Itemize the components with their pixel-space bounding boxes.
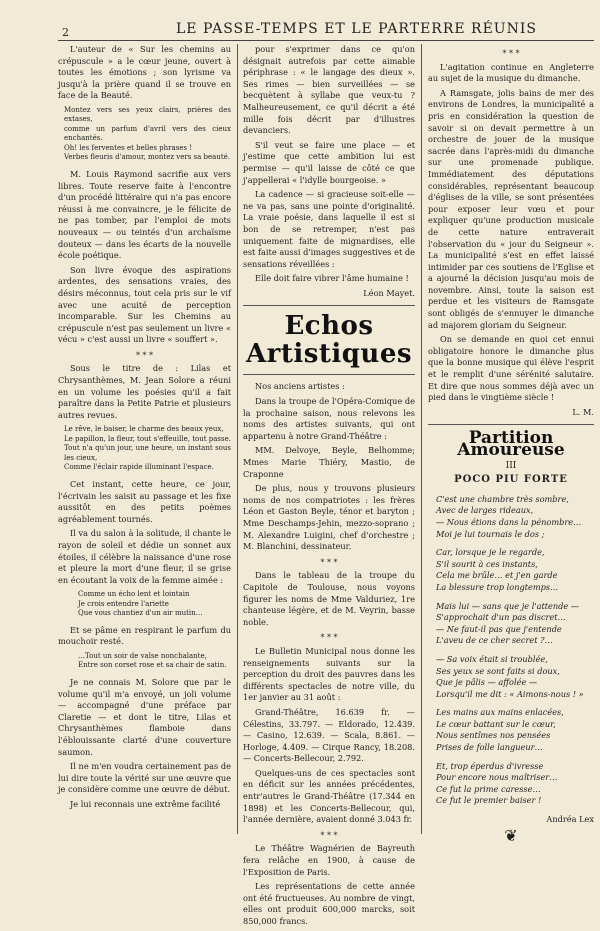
verse-line: Je crois entendre l'ariette bbox=[78, 599, 169, 608]
page-number: 2 bbox=[62, 26, 69, 39]
poem-line: La blessure trop longtemps… bbox=[436, 581, 559, 592]
paragraph: Cet instant, cette heure, ce jour, l'écrivain les saisit au passage et les fixe aussitôt en des petits poèmes agréablement tournés. bbox=[58, 478, 231, 524]
verse-line: Tout n'a qu'un jour, une heure, un instant sous les cieux, bbox=[64, 444, 231, 462]
poem-line: — Ne faut-il pas que j'entende bbox=[436, 623, 562, 634]
stanza bbox=[436, 601, 594, 647]
poem-signature: Andréa Lex bbox=[546, 814, 594, 825]
verse-line: Montez vers ses yeux clairs, prières des extases, bbox=[64, 105, 231, 124]
poem-number: III bbox=[505, 460, 517, 471]
paragraph: Les représentations de cette année ont été fructueuses. Au nombre de vingt, elles ont produit 600,000 marcks, soit 850,000 francs. bbox=[243, 881, 415, 926]
paragraph: Dans le tableau de la troupe du Capitole de Toulouse, nous voyons figurer les noms de Mme Valduriez, 1re chanteuse légère, et de M. Veyrin, basse noble. bbox=[243, 570, 415, 627]
poem-line: Lorsqu'il me dit : « Aimons-nous ! » bbox=[436, 688, 584, 699]
section-stars: * * * bbox=[320, 633, 338, 643]
page-header bbox=[0, 0, 600, 40]
paragraph: Elle doit faire vibrer l'âme humaine ! bbox=[255, 273, 409, 284]
poem-line: Ce fut le premier baiser ! bbox=[436, 795, 542, 806]
verse-line: …Tout un soir de valse nonchalante, bbox=[78, 651, 207, 660]
poem-line: Que je pâlis — affolée — bbox=[436, 677, 538, 688]
fleuron-ornament-icon: ❦ bbox=[504, 825, 518, 845]
poem-subtitle: POCO PIU FORTE bbox=[454, 474, 568, 486]
stanza bbox=[436, 547, 594, 593]
paragraph: Je ne connais M. Solore que par le volume qu'il m'a envoyé, un joli volume — accompagné d'une préface par Claretie — et dont le titre, Lilas et Chrysanthèmes flamboie dans l'éblouissante clarté d'une couverture saumon. bbox=[58, 676, 231, 757]
poem bbox=[428, 494, 594, 807]
poem-line: Le cœur battant sur le cœur, bbox=[436, 718, 556, 729]
poem-line: L'aveu de ce cher secret ?… bbox=[436, 635, 553, 646]
stanza bbox=[436, 654, 594, 700]
verse-line: Comme un écho lent et lointain bbox=[78, 590, 190, 599]
paragraph: Grand-Théâtre, 16.639 fr. — Célestins, 33.797. — Eldorado, 12.439. — Casino, 12.639. — Scala, 8.861. — Horloge, 4.409. — Cirque Rancy, 18.208. — Concerts-Bellecour, 2.792. bbox=[243, 706, 415, 764]
verse-quote bbox=[64, 590, 231, 619]
poem-line: Moi je lui tournais le dos ; bbox=[436, 528, 545, 539]
author-signature: Léon Mayet. bbox=[363, 287, 415, 298]
paragraph: MM. Delvoye, Beyle, Belhomme; Mmes Marie Thiéry, Mastio, de Craponne bbox=[243, 445, 415, 479]
verse-line: Le papillon, la fleur, tout s'effeuille, tout passe. bbox=[64, 434, 231, 443]
poem-line: — Sa voix était si troublée, bbox=[436, 653, 548, 664]
poem-line: Avec de larges rideaux, bbox=[436, 505, 534, 516]
paragraph: Il va du salon à la solitude, il chante le rayon de soleil et dédie un sonnet aux étoiles, il célèbre la naissance d'une rose et pleure la mort d'une fleur, il se grise en écoutant la voix de la femme aimée : bbox=[58, 528, 231, 585]
paragraph: Nos anciens artistes : bbox=[255, 381, 345, 392]
poem-line: Ses yeux se sont faits si doux, bbox=[436, 665, 560, 676]
poem-line: Et, trop éperdus d'ivresse bbox=[436, 760, 544, 771]
column-1 bbox=[58, 44, 231, 814]
header-rule bbox=[58, 40, 594, 41]
paragraph: pour s'exprimer dans ce qu'on désignait autrefois par cette aimable périphrase : « le langage des dieux ». Ses rimes — bien surveillées — se becquètent à syllabe que veux-tu ? Malheureusement, ce qu'il décrit a été mille fois décrit par d'illustres devanciers. bbox=[243, 44, 415, 136]
verse-line: Le rêve, le baiser, le charme des beaux yeux, bbox=[64, 425, 224, 434]
verse-line: comme un parfum d'avril vers des cieux enchantés. bbox=[64, 124, 231, 143]
stanza bbox=[436, 761, 594, 807]
paragraph: On se demande en quoi cet ennui obligatoire honore le dimanche plus que la bonne musique qui élève l'esprit et le remplit d'une sérénité salutaire. Et dire que nous sommes déjà avec un pied dans le vingtième siècle ! bbox=[428, 334, 594, 403]
paragraph: S'il veut se faire une place — et j'estime que cette ambition lui est permise — qu'il laisse de côté ce que j'appellerai « l'idylle bourgeoise. » bbox=[243, 139, 415, 185]
poem-line: Car, lorsque je le regarde, bbox=[436, 547, 545, 558]
poem-line: Ce fut la prime caresse… bbox=[436, 783, 541, 794]
section-stars: * * * bbox=[320, 557, 338, 567]
column-3 bbox=[428, 44, 594, 845]
paragraph: Et se pâme en respirant le parfum du mouchoir resté. bbox=[58, 624, 231, 647]
verse-line: Verbes fleuris d'amour, montez vers sa beauté. bbox=[64, 153, 230, 162]
journal-title: LE PASSE-TEMPS ET LE PARTERRE RÉUNIS bbox=[176, 21, 537, 37]
paragraph: De plus, nous y trouvons plusieurs noms de nos compatriotes : les frères Léon et Gaston Beyle, ténor et baryton ; Mme Deschamps-Jehin, mezzo-soprano ; M. Alexandre Luigini, chef d'orchestre ; M. Blanchini, dessinateur. bbox=[243, 483, 415, 552]
paragraph: A Ramsgate, jolis bains de mer des environs de Londres, la municipalité a pris en considération la question de savoir si on devait permettre à un orchestre de jouer de la musique sacrée dans l'après-midi du dimanche sur une promenade publique. Immédiatement des députations considérables, représentant beaucoup d'églises de la ville, se sont présentées pour exposer leur vœu et pour expliquer qu'une production musicale de cette nature entraverait l'observation du « jour du Seigneur ». La municipalité s'est en effet laissé intimider par ces soutiens de l'Eglise et a ajourné la décision jusqu'au mois de novembre. Ainsi, toute la saison est perdue et les visiteurs de Ramsgate sont obligés de s'ennuyer le dimanche ad majorem gloriam du Seigneur. bbox=[428, 87, 594, 330]
section-stars: * * * bbox=[502, 49, 520, 58]
stanza bbox=[436, 707, 594, 753]
poem-line: Cela me brûle… et j'en garde bbox=[436, 570, 558, 581]
section-stars: * * * bbox=[135, 350, 154, 360]
paragraph: La cadence — si gracieuse soit-elle — ne va pas, sans une pointe d'originalité. La vraie poésie, dans laquelle il est si bon de se retremper, n'est pas uniquement faite de mignardises, elle est faite aussi d'images suggestives et de sensations réveillées : bbox=[243, 189, 415, 269]
poem-line: Les mains aux mains enlacées, bbox=[436, 707, 564, 718]
poem-line: Prises de folle langueur… bbox=[436, 742, 543, 753]
column-divider bbox=[237, 44, 238, 834]
verse-line: Comme l'éclair rapide illuminant l'espace. bbox=[64, 463, 214, 472]
verse-quote bbox=[64, 106, 231, 163]
poem-line: C'est une chambre très sombre, bbox=[436, 493, 569, 504]
paragraph: Le Bulletin Municipal nous donne les renseignements suivants sur la perception du droit des pauvres dans les différents spectacles de notre ville, du 1er janvier au 31 août : bbox=[243, 645, 415, 703]
paragraph: Le Théâtre Wagnérien de Bayreuth fera relâche en 1900, à cause de l'Exposition de Paris. bbox=[243, 843, 415, 877]
column-divider bbox=[421, 44, 422, 834]
paragraph: L'agitation continue en Angleterre au sujet de la musique du dimanche. bbox=[428, 61, 594, 84]
section-rule bbox=[243, 305, 415, 306]
column-2 bbox=[243, 44, 415, 931]
section-stars: * * * bbox=[320, 830, 338, 840]
verse-quote bbox=[64, 652, 231, 671]
stanza bbox=[436, 494, 594, 540]
paragraph: Quelques-uns de ces spectacles sont en déficit sur les années précédentes, entr'autres le Grand-Théâtre (17.344 en 1898) et les Concerts-Bellecour, qui, l'année dernière, avaient donné 3.043 fr. bbox=[243, 767, 415, 825]
paragraph: Il ne m'en voudra certainement pas de lui dire toute la vérité sur une œuvre que je considère comme une œuvre de début. bbox=[58, 761, 231, 795]
poem-line: — Nous étions dans la pénombre… bbox=[436, 516, 582, 527]
verse-line: Que vous chantiez d'un air mutin… bbox=[78, 609, 203, 618]
paragraph: L'auteur de « Sur les chemins au crépuscule » a le cœur jeune, ouvert à toutes les émotions ; son lyrisme va jusqu'à la prière quand il se trouve en face de la Beauté. bbox=[58, 44, 231, 101]
poem-line: Nous sentîmes nos pensées bbox=[436, 730, 551, 741]
paragraph: Son livre évoque des aspirations ardentes, des sensations vraies, des désirs méconnus, tout cela pris sur le vif avec une acuité de perception incomparable. Sur les Chemins au crépuscule n'est pas seulement un livre « vécu » c'est aussi un livre « souffert ». bbox=[58, 264, 231, 345]
section-rule bbox=[243, 374, 415, 375]
verse-quote bbox=[64, 425, 231, 473]
section-rule bbox=[428, 424, 594, 425]
poem-section-title: Partition Amoureuse bbox=[457, 428, 565, 460]
verse-line: Entre son corset rose et sa chair de satin. bbox=[78, 661, 227, 670]
author-signature: L. M. bbox=[572, 406, 594, 417]
paragraph: Sous le titre de : Lilas et Chrysanthèmes, M. Jean Solore a réuni en un volume les poésies qu'il a fait paraître dans la Petite Patrie et plusieurs autres revues. bbox=[58, 363, 231, 420]
section-title: Echos Artistiques bbox=[245, 311, 413, 370]
verse-line: Oh! les ferventes et belles phrases ! bbox=[64, 143, 193, 152]
poem-line: Pour encore nous maîtriser… bbox=[436, 772, 558, 783]
paragraph: Je lui reconnais une extrême facilité bbox=[70, 798, 221, 809]
paragraph: M. Louis Raymond sacrifie aux vers libres. Toute reserve faite à l'encontre d'un procédé littéraire qui n'a pas encore réussi à me convaincre, je le félicite de ne pas tomber, par l'emploi de mots nouveaux — ou teintés d'un archaïsme douteux — dans les écarts de la nouvelle école poétique. bbox=[58, 168, 231, 261]
paragraph: Dans la troupe de l'Opéra-Comique de la prochaine saison, nous relevons les noms des artistes suivants, qui ont appartenu à notre Grand-Théâtre : bbox=[243, 396, 415, 441]
poem-line: S'approchait d'un pas discret… bbox=[436, 612, 566, 623]
poem-line: Mais lui — sans que je l'attende — bbox=[436, 600, 580, 611]
poem-line: S'il sourit à ces instants, bbox=[436, 558, 538, 569]
